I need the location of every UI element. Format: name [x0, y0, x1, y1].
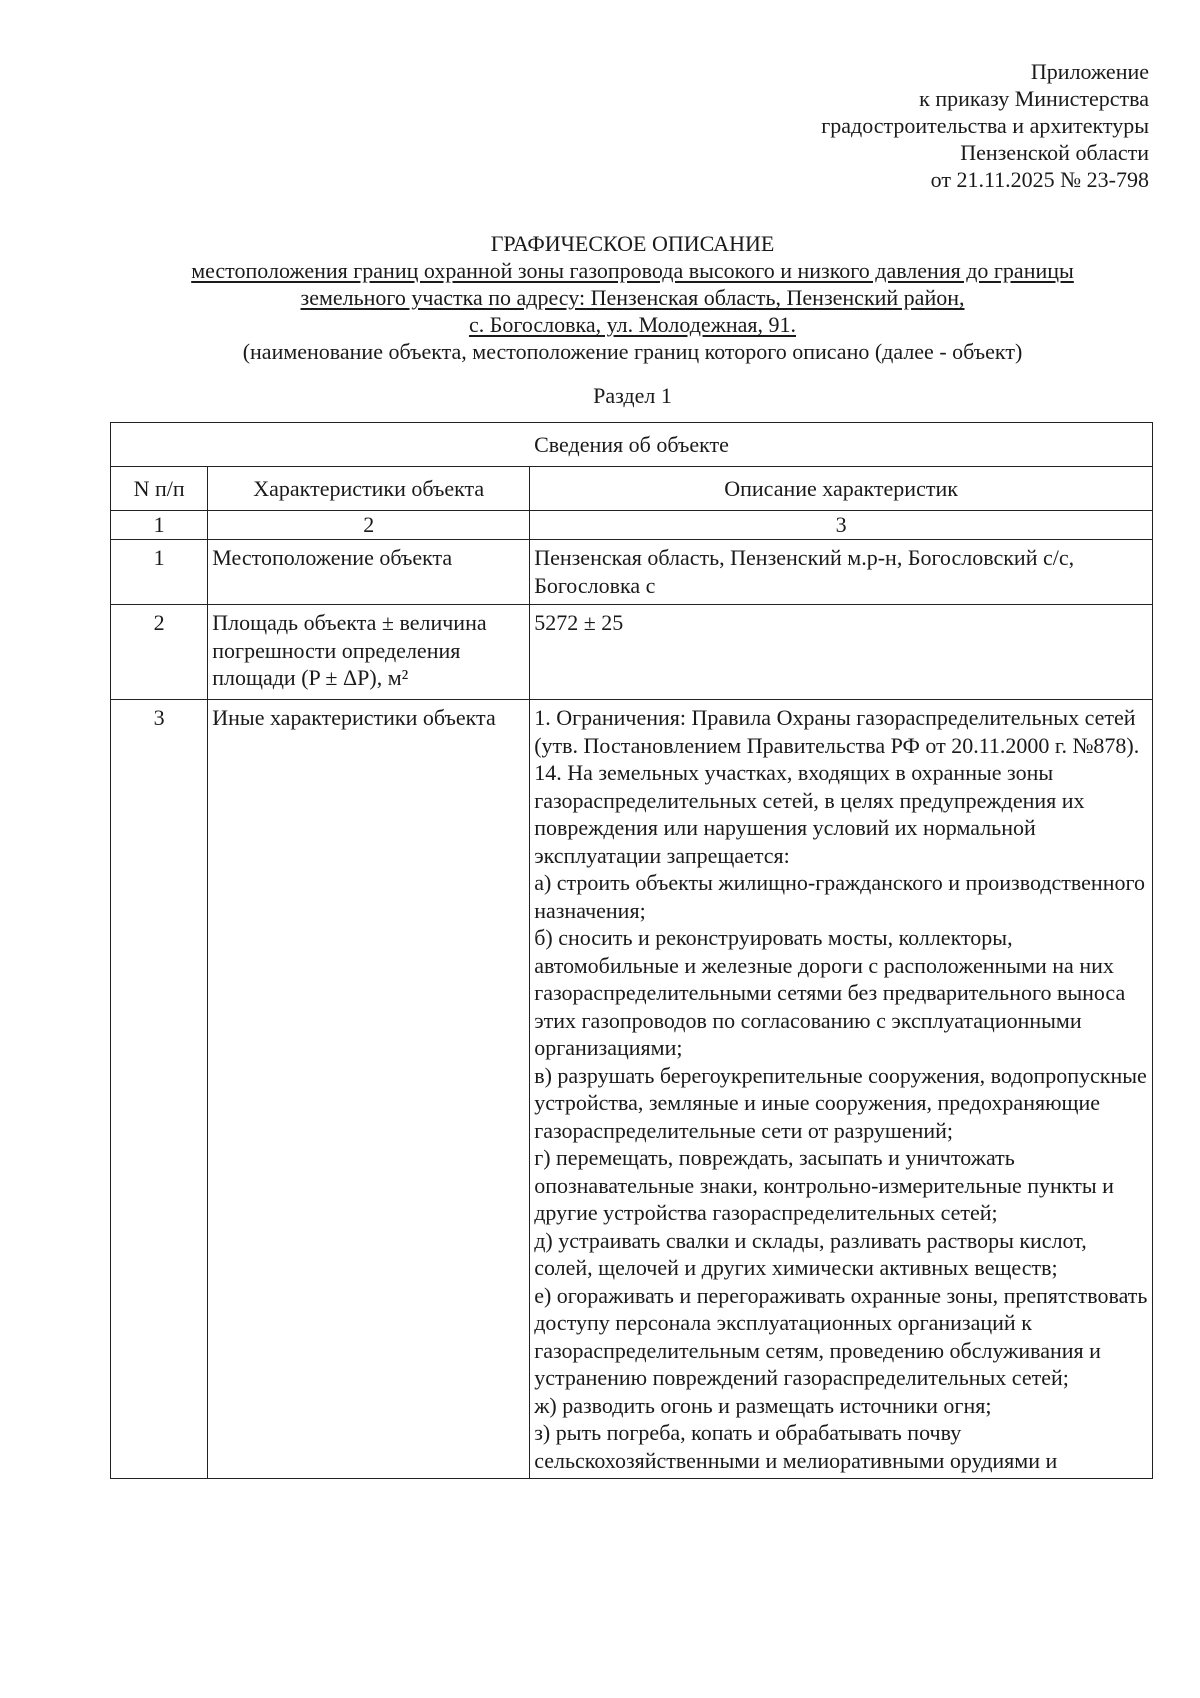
row-number: 2: [111, 605, 208, 700]
column-header-number: N п/п: [111, 467, 208, 511]
row-description: [530, 540, 1153, 605]
description-paragraph: г) перемещать, повреждать, засыпать и уничтожать опознавательные знаки, контрольно-измерительные пункты и другие устройства газораспределительных сетей;: [534, 1145, 1114, 1225]
description-paragraph: в) разрушать берегоукрепительные сооружения, водопропускные устройства, земляные и иные сооружения, предохраняющие газораспределительные сети от разрушений;: [534, 1062, 1147, 1143]
description-paragraph: з) рыть погреба, копать и обрабатывать почву сельскохозяйственными и мелиоративными орудиями и: [534, 1420, 1058, 1473]
row-number: 3: [111, 700, 208, 1479]
document-title: ГРАФИЧЕСКОЕ ОПИСАНИЕ: [490, 231, 775, 256]
row-number: 1: [111, 540, 208, 605]
description-paragraph: б) сносить и реконструировать мосты, коллекторы, автомобильные и железные дороги с расположенными на них газораспределительными сетями без предварительного выноса этих газопроводов по согласованию с эксплуатационными организациями;: [534, 925, 1126, 1060]
column-number: 1: [111, 511, 208, 540]
annex-block: [821, 58, 1149, 193]
object-name-line: местоположения границ охранной зоны газопровода высокого и низкого давления до границы: [191, 258, 1074, 283]
table-row: [111, 605, 1153, 700]
description-paragraph: д) устраивать свалки и склады, разливать растворы кислот, солей, щелочей и других химически активных веществ;: [534, 1227, 1087, 1280]
object-name-caption: (наименование объекта, местоположение границ которого описано (далее - объект): [242, 339, 1023, 364]
row-characteristic: Площадь объекта ± величина погрешности определения площади (P ± ΔP), м²: [208, 605, 530, 700]
object-name-line: земельного участка по адресу: Пензенская область, Пензенский район,: [300, 285, 965, 310]
description-paragraph: 1. Ограничения: Правила Охраны газораспределительных сетей (утв. Постановлением Правительства РФ от 20.11.2000 г. №878).: [534, 705, 1140, 758]
annex-line: от 21.11.2025 № 23-798: [930, 167, 1149, 192]
description-paragraph: 14. На земельных участках, входящих в охранные зоны газораспределительных сетей, в целях предупреждения их повреждения или нарушения условий их нормальной эксплуатации запрещается:: [534, 760, 1085, 868]
section-label: Раздел 1: [593, 383, 672, 408]
annex-line: к приказу Министерства: [919, 86, 1149, 111]
document-heading: [0, 230, 1200, 365]
description-paragraph: а) строить объекты жилищно-гражданского и производственного назначения;: [534, 870, 1145, 923]
description-paragraph: 5272 ± 25: [534, 610, 624, 635]
table-row: [111, 540, 1153, 605]
row-description: [530, 700, 1153, 1479]
annex-line: Пензенской области: [960, 140, 1149, 165]
column-number: 3: [530, 511, 1153, 540]
description-paragraph: ж) разводить огонь и размещать источники огня;: [534, 1392, 992, 1418]
description-paragraph: Пензенская область, Пензенский м.р-н, Богословский с/с, Богословка с: [534, 545, 1075, 598]
annex-line: Приложение: [1030, 59, 1149, 84]
object-info-table: [110, 422, 1153, 1479]
description-paragraph: е) огораживать и перегораживать охранные зоны, препятствовать доступу персонала эксплуатационных организаций к газораспределительным сетям, проведению обслуживания и устранению повреждений газораспределительных сетей;: [534, 1282, 1148, 1390]
table-title: Сведения об объекте: [111, 423, 1153, 467]
table-row: [111, 700, 1153, 1479]
annex-line: градостроительства и архитектуры: [821, 113, 1149, 138]
row-characteristic: Местоположение объекта: [208, 540, 530, 605]
column-number: 2: [208, 511, 530, 540]
column-header-description: Описание характеристик: [530, 467, 1153, 511]
column-header-characteristic: Характеристики объекта: [208, 467, 530, 511]
object-name-line: с. Богословка, ул. Молодежная, 91.: [468, 312, 797, 337]
row-characteristic: Иные характеристики объекта: [208, 700, 530, 1479]
row-description: [530, 605, 1153, 700]
